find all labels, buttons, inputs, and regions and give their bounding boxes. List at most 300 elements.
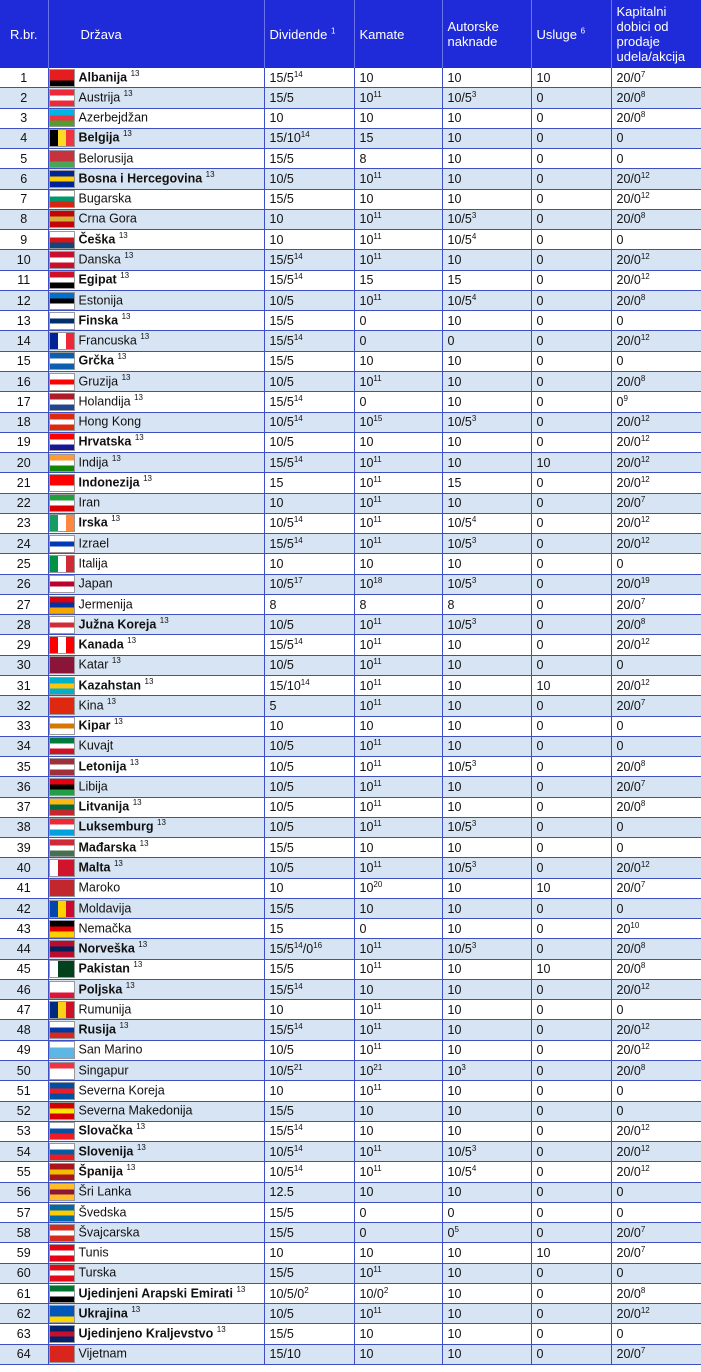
capital-gains-value: 0 [616,739,624,754]
services-cell [531,209,611,229]
row-number-value: 26 [16,577,31,592]
header-services [531,0,611,68]
row-number-value: 24 [16,536,31,551]
dividends-value: 15/5 [269,536,294,551]
capital-gains-value: 20/0 [616,111,641,126]
capital-gains-cell [611,1182,701,1202]
row-number-value: 10 [16,253,31,268]
interest-footnote: 11 [373,940,382,950]
capital-gains-cell [611,574,701,594]
capital-gains-footnote: 8 [640,373,646,383]
royalties-value: 10/5 [447,516,472,531]
capital-gains-footnote: 12 [640,1305,650,1315]
dividends-value: 15/5 [269,70,294,85]
royalties-cell [442,1223,531,1243]
capital-gains-value: 20/0 [616,1286,641,1301]
header-dividends-footnote: 1 [330,26,336,36]
country-name: Severna Koreja [78,1083,165,1098]
capital-gains-cell [611,1243,701,1263]
services-cell [531,473,611,493]
interest-value: 0 [359,1225,367,1240]
dividends-value: 15/5 [269,334,294,349]
country-name: Moldavija [78,900,132,915]
dividends-footnote: 14 [293,1163,303,1173]
capital-gains-cell [611,230,701,250]
services-cell [531,1121,611,1141]
services-value: 0 [536,90,544,105]
country-footnote: 13 [143,474,153,484]
interest-cell [354,371,442,391]
royalties-cell [442,635,531,655]
country-name: Japan [78,576,113,591]
dividends-value: 15/5 [269,1327,294,1342]
header-cap-line3: prodaje [616,34,660,49]
row-number-value: 58 [16,1225,31,1240]
interest-cell [354,1162,442,1182]
dividends-value: 10/5 [269,435,294,450]
interest-cell [354,1283,442,1303]
capital-gains-value: 20/0 [616,1063,641,1078]
services-value: 0 [536,658,544,673]
services-cell [531,919,611,939]
country-cell [48,615,264,635]
royalties-footnote: 5 [454,1224,459,1234]
interest-cell [354,1020,442,1040]
services-value: 0 [536,435,544,450]
interest-cell [354,655,442,675]
table-row [0,979,701,999]
row-number [0,1182,48,1202]
dividends-cell [264,919,354,939]
interest-footnote: 11 [373,170,382,180]
row-number [0,939,48,959]
services-value: 0 [536,536,544,551]
country-flag-icon [49,170,75,188]
dividends-value: 15/10 [269,678,301,693]
dividends-cell [264,534,354,554]
dividends-footnote: 14 [293,454,303,464]
dividends-value: 15/5 [269,1205,294,1220]
dividends-footnote: 21 [293,1062,303,1072]
row-number-value: 61 [16,1286,31,1301]
table-row [0,270,701,290]
row-number-value: 42 [16,901,31,916]
services-cell [531,1040,611,1060]
country-flag-icon [49,251,75,269]
interest-cell [354,88,442,108]
country-name: Mađarska [78,840,137,855]
royalties-footnote: 4 [471,231,477,241]
dividends-value: 10/5 [269,1043,294,1058]
country-name: Irska [78,515,108,530]
royalties-footnote: 3 [471,413,477,423]
table-row [0,453,701,473]
row-number [0,696,48,716]
capital-gains-value: 20/0 [616,1225,641,1240]
country-name: Rusija [78,1022,117,1037]
row-number-value: 6 [20,171,28,186]
royalties-cell [442,1182,531,1202]
royalties-cell [442,1142,531,1162]
interest-cell [354,1101,442,1121]
interest-value: 10 [359,212,374,227]
row-number-value: 2 [20,90,28,105]
interest-footnote: 11 [373,859,382,869]
services-cell [531,594,611,614]
header-cap-line4: udela/akcija [616,49,686,64]
capital-gains-footnote: 8 [640,758,646,768]
services-value: 0 [536,982,544,997]
dividends-cell [264,1162,354,1182]
country-flag-icon [49,271,75,289]
interest-value: 10 [359,253,374,268]
royalties-cell [442,513,531,533]
capital-gains-cell [611,1061,701,1081]
services-value: 0 [536,1083,544,1098]
royalties-cell [442,675,531,695]
table-row [0,797,701,817]
dividends-footnote: 14 [293,272,303,282]
interest-value: 10 [359,374,374,389]
royalties-footnote: 3 [471,535,477,545]
interest-cell [354,1040,442,1060]
dividends-cell [264,108,354,128]
capital-gains-footnote: 12 [640,1163,650,1173]
table-row [0,1344,701,1364]
dividends-cell [264,230,354,250]
royalties-value: 10 [447,921,462,936]
royalties-value: 0 [447,334,455,349]
capital-gains-value: 20/0 [616,212,641,227]
services-value: 0 [536,779,544,794]
capital-gains-footnote: 12 [640,859,650,869]
row-number-value: 11 [17,273,31,288]
royalties-value: 10 [447,739,462,754]
country-cell [48,1283,264,1303]
royalties-cell [442,371,531,391]
interest-footnote: 11 [373,1143,382,1153]
country-flag-icon [49,1204,75,1222]
row-number [0,250,48,270]
capital-gains-footnote: 12 [640,434,650,444]
services-value: 0 [536,577,544,592]
country-cell [48,209,264,229]
interest-value: 10 [359,70,374,85]
table-row [0,432,701,452]
country-name: Šri Lanka [78,1184,132,1199]
services-cell [531,1101,611,1121]
country-flag-icon [49,1285,75,1303]
row-number [0,1081,48,1101]
services-value: 10 [536,455,551,470]
interest-value: 10 [359,1144,374,1159]
country-footnote: 13 [216,1325,226,1335]
country-name: Izrael [78,536,110,551]
capital-gains-footnote: 12 [640,454,650,464]
dividends-cell [264,1324,354,1344]
dividends-value: 15/5 [269,273,294,288]
services-value: 0 [536,1043,544,1058]
services-cell [531,88,611,108]
country-flag-icon [49,656,75,674]
royalties-value: 10/5 [447,617,472,632]
interest-footnote: 11 [373,961,382,971]
capital-gains-value: 20/0 [616,455,641,470]
interest-value: 10 [359,293,374,308]
capital-gains-footnote: 8 [640,1285,646,1295]
row-number-value: 39 [16,840,31,855]
services-cell [531,1324,611,1344]
services-value: 0 [536,1104,544,1119]
table-row [0,898,701,918]
dividends-value: 10 [269,496,284,511]
dividends-cell [264,1182,354,1202]
services-cell [531,1344,611,1364]
row-number-value: 17 [16,394,31,409]
dividends-cell [264,757,354,777]
dividends-value: 15/5 [269,962,294,977]
capital-gains-value: 20/0 [616,577,641,592]
country-flag-icon [49,1163,75,1181]
country-cell [48,1121,264,1141]
dividends-cell [264,453,354,473]
capital-gains-footnote: 12 [640,1143,650,1153]
table-row [0,1243,701,1263]
interest-value: 10 [359,475,374,490]
country-flag-icon [49,231,75,249]
capital-gains-value: 0 [616,1083,624,1098]
dividends-cell [264,736,354,756]
country-name: San Marino [78,1042,143,1057]
interest-cell [354,1223,442,1243]
capital-gains-value: 20/0 [616,171,641,186]
country-name: Turska [78,1265,117,1280]
row-number [0,473,48,493]
royalties-value: 10/5 [447,1144,472,1159]
royalties-footnote: 3 [471,758,477,768]
services-value: 0 [536,394,544,409]
services-cell [531,757,611,777]
table-row [0,594,701,614]
country-flag-icon [49,1001,75,1019]
services-value: 0 [536,171,544,186]
services-value: 0 [536,901,544,916]
capital-gains-footnote: 12 [640,251,650,261]
royalties-value: 0 [447,1205,455,1220]
table-row [0,513,701,533]
header-cap-line1: Kapitalni [616,4,667,19]
royalties-value: 10/5 [447,577,472,592]
dividends-cell [264,128,354,148]
interest-footnote: 18 [373,576,383,586]
table-row [0,1121,701,1141]
capital-gains-cell [611,797,701,817]
services-value: 0 [536,293,544,308]
capital-gains-value: 20/0 [616,860,641,875]
interest-footnote: 11 [373,535,382,545]
royalties-value: 10 [447,151,462,166]
dividends-cell [264,959,354,979]
capital-gains-value: 20/0 [616,293,641,308]
capital-gains-cell [611,777,701,797]
royalties-cell [442,189,531,209]
country-footnote: 13 [159,615,169,625]
services-value: 0 [536,1185,544,1200]
table-row [0,838,701,858]
capital-gains-value: 0 [616,658,624,673]
interest-value: 0 [359,334,367,349]
interest-footnote: 11 [373,738,382,748]
capital-gains-value: 0 [616,1327,624,1342]
royalties-footnote: 3 [471,1143,477,1153]
capital-gains-cell [611,290,701,310]
royalties-value: 10/5 [447,90,472,105]
royalties-value: 10 [447,719,462,734]
country-name: Južna Koreja [78,617,157,632]
row-number [0,655,48,675]
country-footnote: 13 [205,170,215,180]
table-row [0,878,701,898]
row-number-value: 12 [16,293,31,308]
interest-value: 10 [359,1246,374,1261]
capital-gains-value: 20/0 [616,638,641,653]
row-number [0,1040,48,1060]
country-flag-icon [49,535,75,553]
dividends-cell [264,1101,354,1121]
row-number-value: 59 [16,1246,31,1261]
interest-value: 0 [359,921,367,936]
dividends-footnote: 14 [300,677,310,687]
interest-footnote: 15 [373,413,383,423]
royalties-value: 10 [447,982,462,997]
interest-cell [354,189,442,209]
services-cell [531,169,611,189]
capital-gains-cell [611,1223,701,1243]
row-number [0,1304,48,1324]
dividends-value: 15/5 [269,1124,294,1139]
services-cell [531,149,611,169]
country-cell [48,412,264,432]
capital-gains-value: 0 [616,313,624,328]
country-footnote: 13 [236,1284,246,1294]
royalties-cell [442,858,531,878]
services-cell [531,493,611,513]
capital-gains-footnote: 12 [640,413,650,423]
country-name: Slovačka [78,1123,133,1138]
table-row [0,1162,701,1182]
row-number [0,493,48,513]
interest-value: 10 [359,90,374,105]
country-name: Belgija [78,130,120,145]
dividends-cell [264,513,354,533]
country-cell [48,1202,264,1222]
row-number-value: 37 [16,800,31,815]
country-name: Ujedinjeni Arapski Emirati [78,1285,233,1300]
table-row [0,757,701,777]
services-value: 0 [536,942,544,957]
royalties-value: 10 [447,1306,462,1321]
dividends-cell [264,1263,354,1283]
table-row [0,169,701,189]
capital-gains-value: 20/0 [616,253,641,268]
row-number [0,1344,48,1364]
capital-gains-footnote: 7 [640,596,646,606]
row-number [0,838,48,858]
country-cell [48,1324,264,1344]
country-cell [48,716,264,736]
royalties-cell [442,554,531,574]
capital-gains-value: 20/0 [616,273,641,288]
country-cell [48,1142,264,1162]
services-value: 0 [536,516,544,531]
interest-cell [354,858,442,878]
country-name: Kipar [78,718,111,733]
capital-gains-value: 20/0 [616,415,641,430]
dividends-cell [264,1202,354,1222]
dividends-cell [264,554,354,574]
country-name: Letonija [78,758,127,773]
capital-gains-value: 20/0 [616,475,641,490]
services-value: 0 [536,759,544,774]
capital-gains-footnote: 7 [640,1346,646,1356]
interest-footnote: 11 [373,1021,382,1031]
country-name: Kanada [78,637,124,652]
country-flag-icon [49,1244,75,1262]
country-cell [48,128,264,148]
services-cell [531,1182,611,1202]
capital-gains-footnote: 12 [640,1042,650,1052]
country-cell [48,149,264,169]
country-name: Iran [78,495,101,510]
interest-cell [354,675,442,695]
country-flag-icon [49,879,75,897]
capital-gains-cell [611,88,701,108]
country-footnote: 13 [119,1021,129,1031]
capital-gains-value: 20/0 [616,1306,641,1321]
country-flag-icon [49,1102,75,1120]
table-row [0,817,701,837]
dividends-value: 10 [269,232,284,247]
table-row [0,1202,701,1222]
country-cell [48,351,264,371]
services-value: 0 [536,1205,544,1220]
dividends-value: 15/10 [269,1347,301,1362]
interest-value: 10 [359,617,374,632]
capital-gains-cell [611,250,701,270]
capital-gains-cell [611,1344,701,1364]
capital-gains-value: 20/0 [616,516,641,531]
interest-cell [354,736,442,756]
dividends-cell [264,331,354,351]
country-footnote: 13 [140,332,150,342]
dividends-value: 10/5 [269,374,294,389]
services-cell [531,1061,611,1081]
royalties-cell [442,594,531,614]
capital-gains-value: 20/0 [616,192,641,207]
dividends-value: 15/5 [269,394,294,409]
country-flag-icon [49,1021,75,1039]
services-value: 0 [536,719,544,734]
services-cell [531,675,611,695]
royalties-value: 10 [447,171,462,186]
royalties-footnote: 3 [471,859,477,869]
capital-gains-value: 20/0 [616,70,641,85]
row-number [0,1020,48,1040]
interest-cell [354,169,442,189]
royalties-value: 10 [447,698,462,713]
row-number [0,797,48,817]
dividends-cell [264,169,354,189]
